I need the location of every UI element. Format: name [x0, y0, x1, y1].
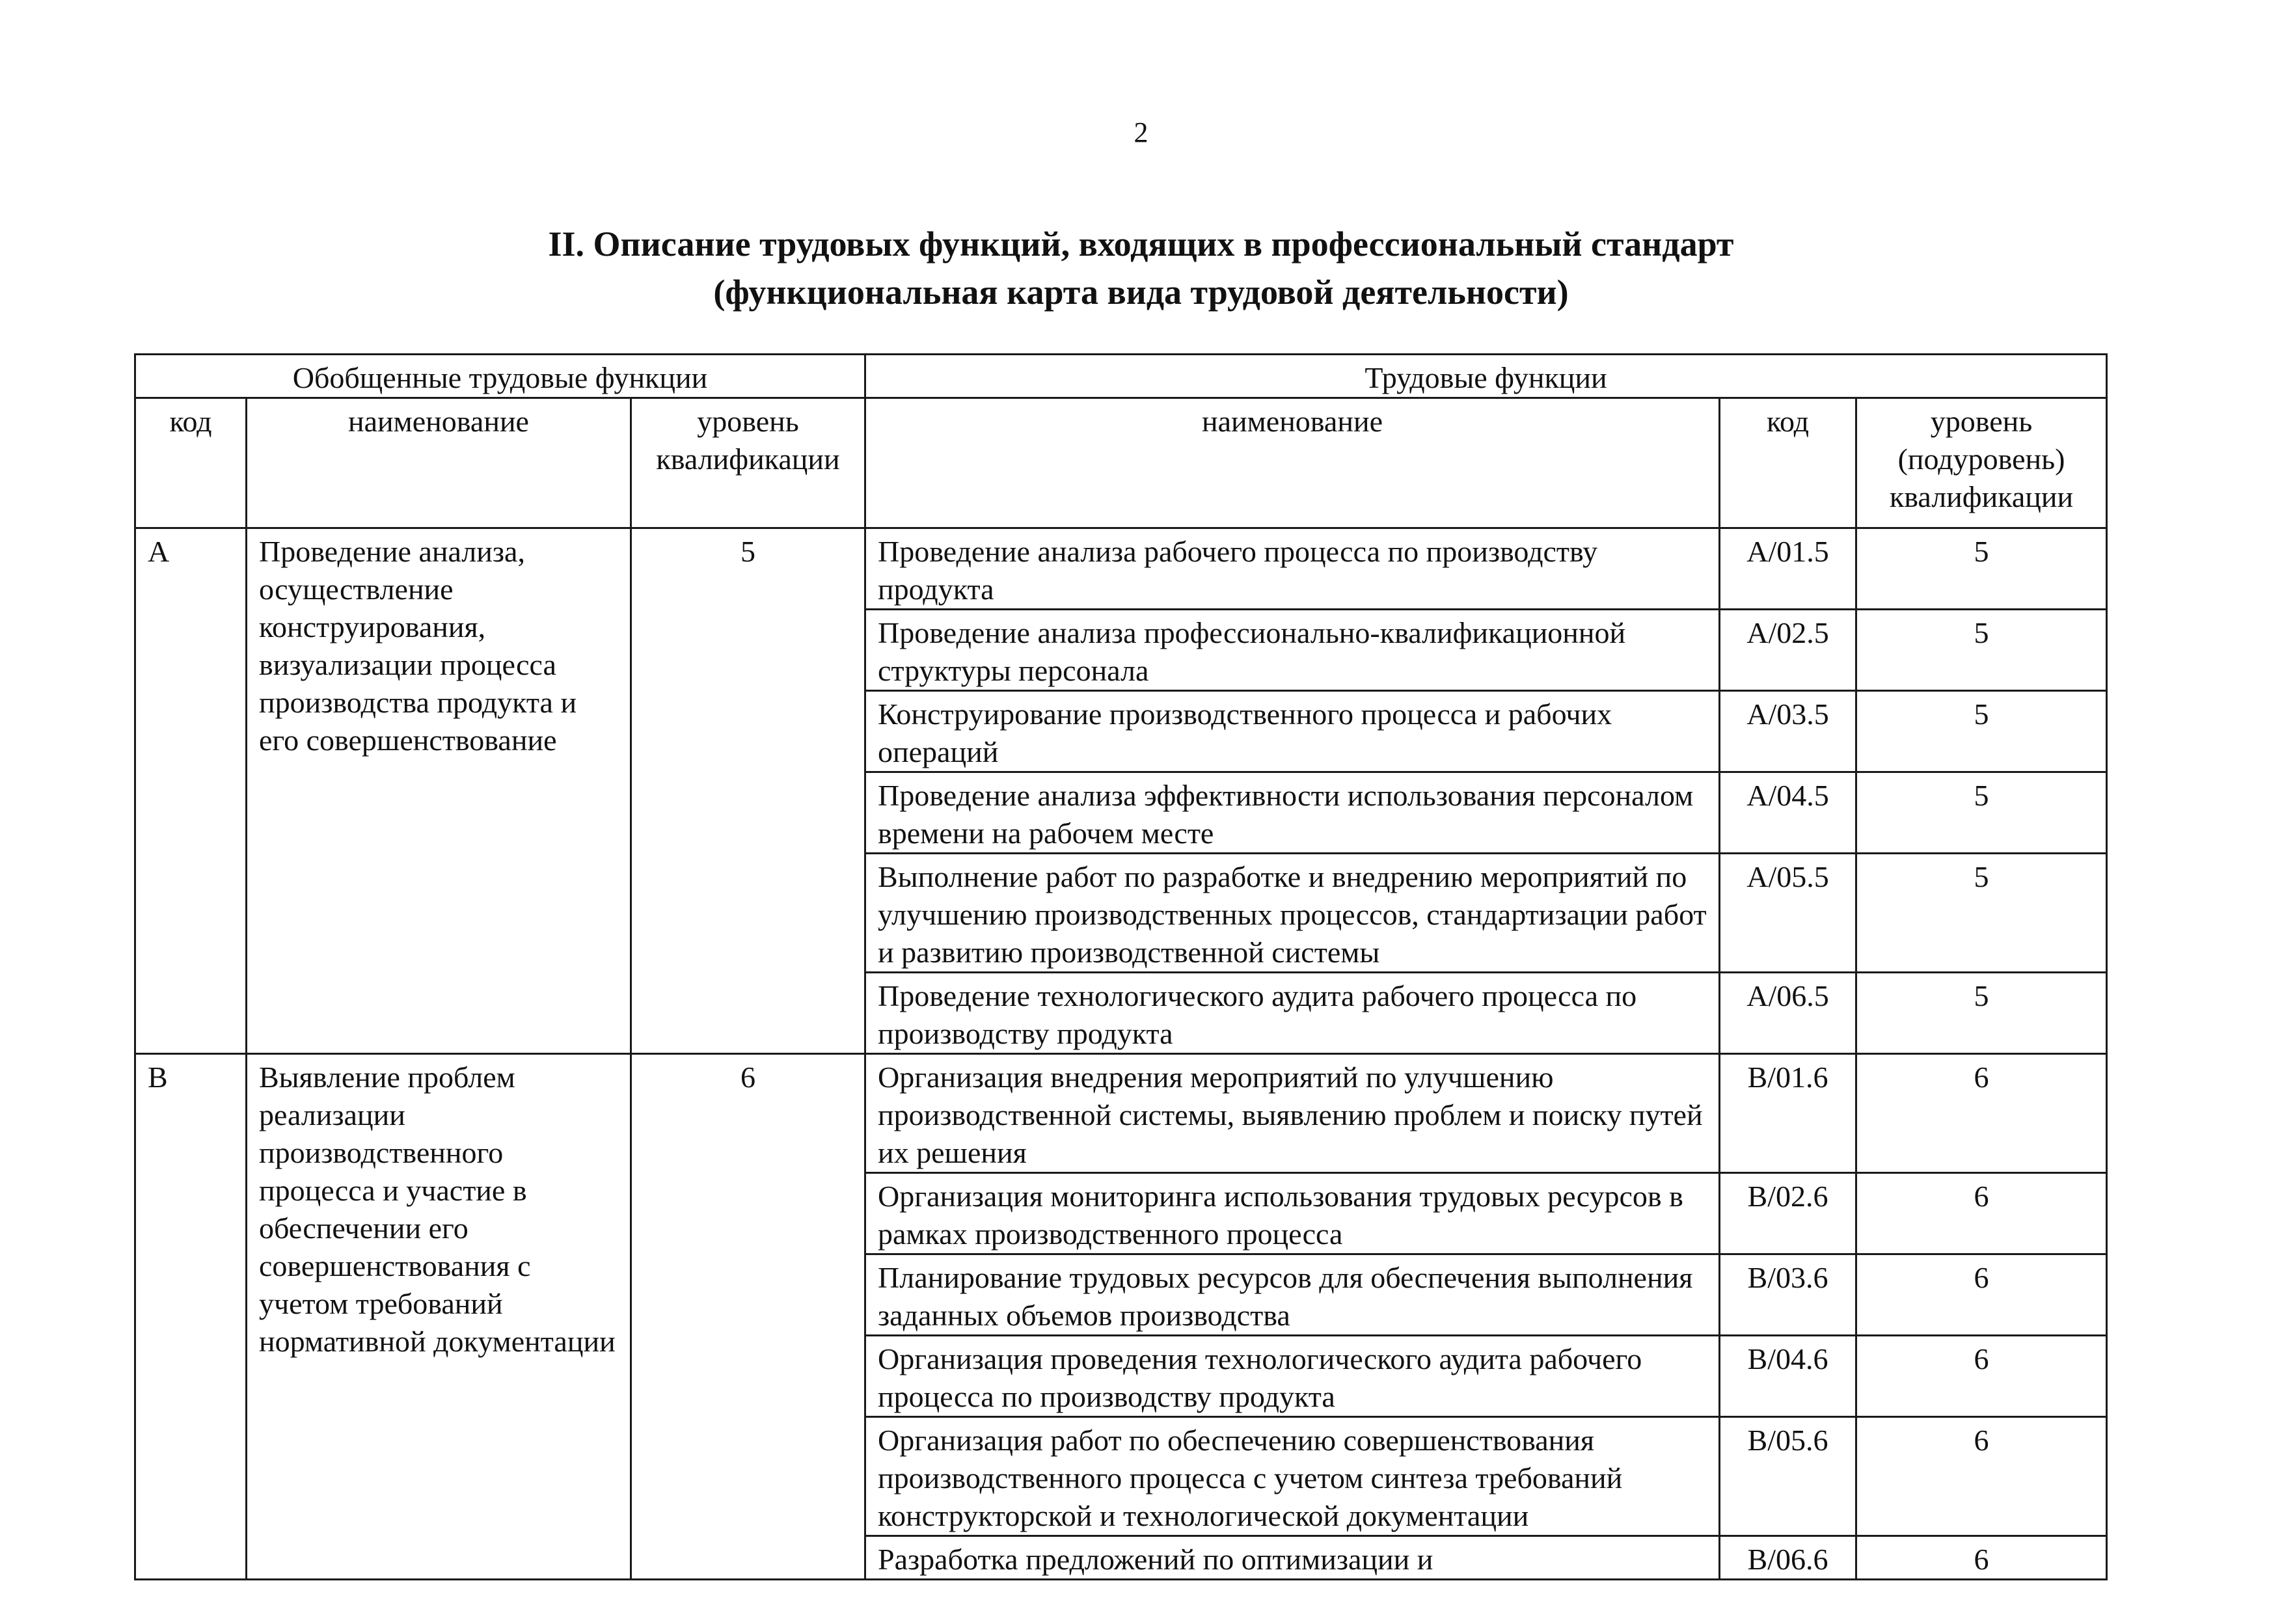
- function-level: 6: [1856, 1336, 2107, 1417]
- function-code: B/06.6: [1720, 1536, 1856, 1580]
- table-row: [135, 1054, 2107, 1173]
- header-func-code: код: [1720, 398, 1856, 528]
- function-level: 5: [1856, 610, 2107, 691]
- header-func-name: наименование: [865, 398, 1720, 528]
- group-name: Выявление проблем реализации производственного процесса и участие в обеспечении его совершенствования с учетом требований нормативной документации: [247, 1054, 631, 1580]
- group-header-row: [135, 355, 2107, 398]
- column-header-row: [135, 398, 2107, 528]
- header-gen-level: уровень квалификации: [631, 398, 865, 528]
- header-gen-code: код: [135, 398, 247, 528]
- function-name: Выполнение работ по разработке и внедрению мероприятий по улучшению производственных процессов, стандартизации работ и развитию производственной системы: [865, 854, 1720, 973]
- function-code: B/02.6: [1720, 1173, 1856, 1254]
- function-level: 6: [1856, 1173, 2107, 1254]
- function-name: Проведение технологического аудита рабочего процесса по производству продукта: [865, 973, 1720, 1054]
- header-func-level: уровень (подуровень) квалификации: [1856, 398, 2107, 528]
- labor-functions-header: Трудовые функции: [865, 355, 2107, 398]
- page-number: 2: [1134, 116, 1148, 148]
- function-level: 6: [1856, 1536, 2107, 1580]
- function-code: A/02.5: [1720, 610, 1856, 691]
- function-name: Конструирование производственного процесса и рабочих операций: [865, 691, 1720, 772]
- function-code: A/03.5: [1720, 691, 1856, 772]
- function-level: 6: [1856, 1417, 2107, 1536]
- group-level: 5: [631, 528, 865, 1054]
- function-name: Организация работ по обеспечению совершенствования производственного процесса с учетом синтеза требований конструкторской и технологической документации: [865, 1417, 1720, 1536]
- function-code: B/04.6: [1720, 1336, 1856, 1417]
- section-title-line-2: (функциональная карта вида трудовой деятельности): [713, 273, 1569, 312]
- function-name: Организация внедрения мероприятий по улучшению производственной системы, выявлению проблем и поиску путей их решения: [865, 1054, 1720, 1173]
- table-row: [135, 528, 2107, 610]
- header-gen-name: наименование: [247, 398, 631, 528]
- function-name: Организация мониторинга использования трудовых ресурсов в рамках производственного процесса: [865, 1173, 1720, 1254]
- function-level: 5: [1856, 691, 2107, 772]
- function-level: 5: [1856, 528, 2107, 610]
- generalized-functions-header: Обобщенные трудовые функции: [135, 355, 865, 398]
- function-level: 5: [1856, 772, 2107, 854]
- function-name: Планирование трудовых ресурсов для обеспечения выполнения заданных объемов производства: [865, 1254, 1720, 1336]
- function-name: Проведение анализа эффективности использования персоналом времени на рабочем месте: [865, 772, 1720, 854]
- function-level: 5: [1856, 973, 2107, 1054]
- function-name: Проведение анализа рабочего процесса по производству продукта: [865, 528, 1720, 610]
- functional-map-table: [134, 353, 2108, 1580]
- function-level: 6: [1856, 1254, 2107, 1336]
- function-code: A/04.5: [1720, 772, 1856, 854]
- function-name: Проведение анализа профессионально-квалификационной структуры персонала: [865, 610, 1720, 691]
- function-code: A/01.5: [1720, 528, 1856, 610]
- function-level: 5: [1856, 854, 2107, 973]
- function-name: Организация проведения технологического аудита рабочего процесса по производству продукта: [865, 1336, 1720, 1417]
- function-name: Разработка предложений по оптимизации и: [865, 1536, 1720, 1580]
- group-level: 6: [631, 1054, 865, 1580]
- group-code: B: [135, 1054, 247, 1580]
- function-code: A/05.5: [1720, 854, 1856, 973]
- section-title: [0, 220, 2282, 316]
- function-code: A/06.5: [1720, 973, 1856, 1054]
- group-code: A: [135, 528, 247, 1054]
- section-title-line-1: II. Описание трудовых функций, входящих в профессиональный стандарт: [548, 224, 1734, 264]
- group-name: Проведение анализа, осуществление конструирования, визуализации процесса производства продукта и его совершенствование: [247, 528, 631, 1054]
- function-code: B/05.6: [1720, 1417, 1856, 1536]
- function-level: 6: [1856, 1054, 2107, 1173]
- function-code: B/03.6: [1720, 1254, 1856, 1336]
- function-code: B/01.6: [1720, 1054, 1856, 1173]
